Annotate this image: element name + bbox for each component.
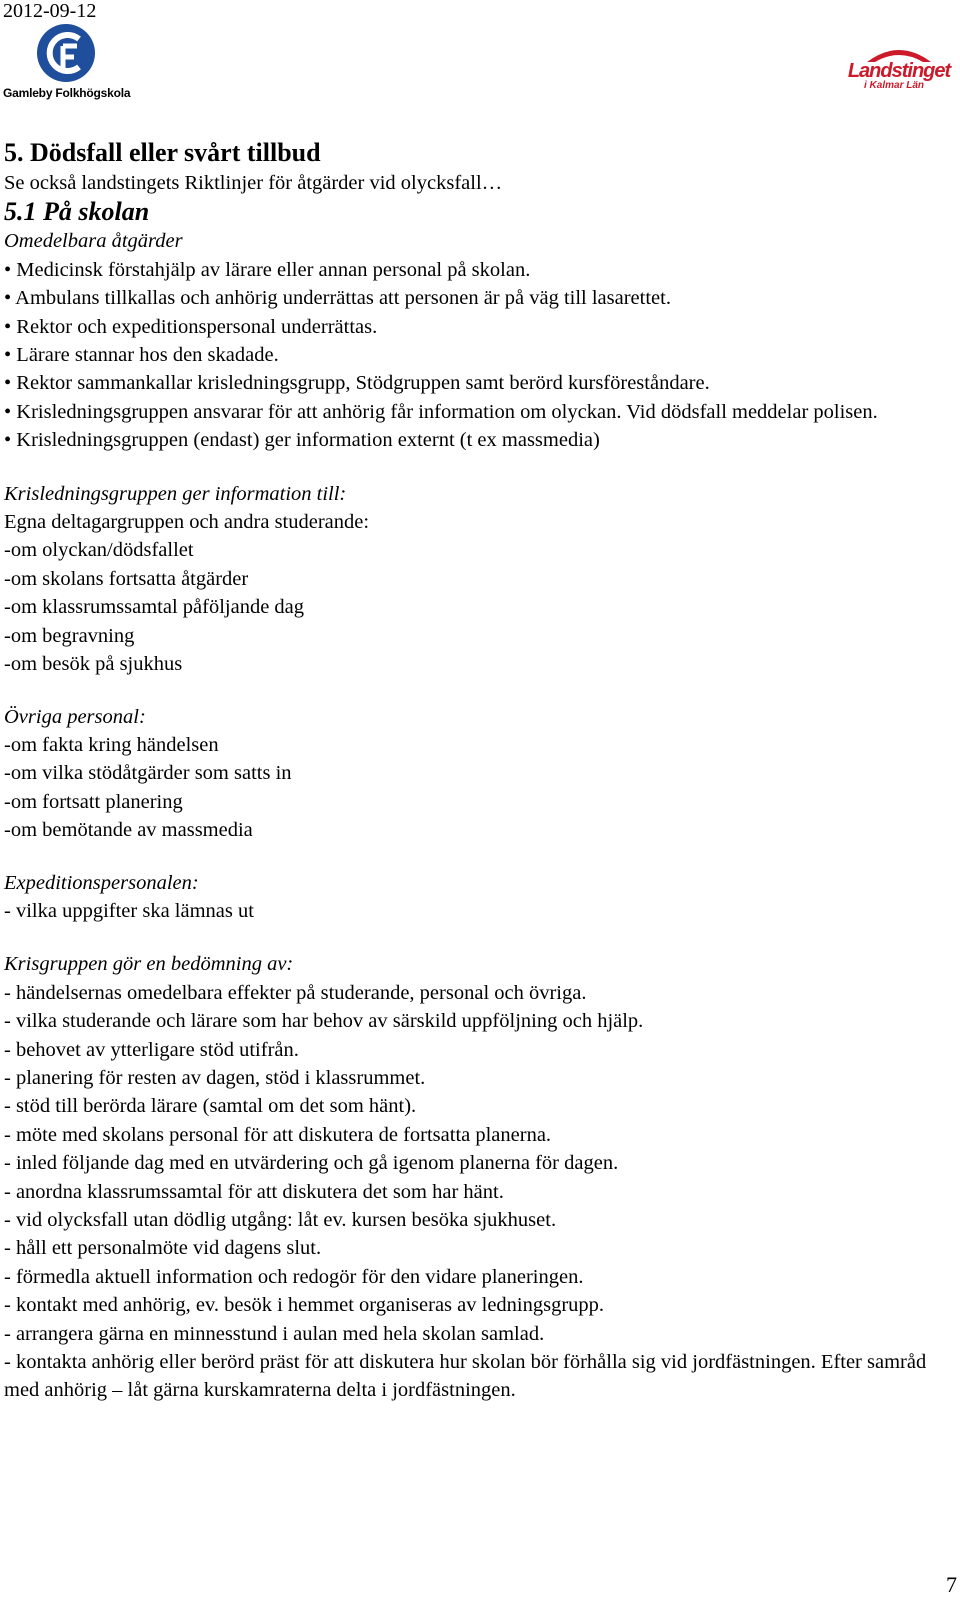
list-item: • Rektor och expeditionspersonal underrättas. — [4, 315, 378, 338]
list-item: - håll ett personalmöte vid dagens slut. — [4, 1237, 322, 1260]
immediate-actions-list — [4, 256, 944, 455]
list-item: - kontakta anhörig eller berörd präst för att diskutera hur skolan bör förhålla sig vid jordfästningen. Efter samråd med anhörig – låt gärna kurskamraterna delta i jordfästningen. — [4, 1351, 927, 1402]
list-item: -om bemötande av massmedia — [4, 819, 253, 842]
staff-title: Övriga personal: — [4, 705, 146, 728]
list-item: - inled följande dag med en utvärdering och gå igenom planerna för dagen. — [4, 1152, 619, 1175]
list-item: -om olyckan/dödsfallet — [4, 539, 194, 562]
info-intro: Egna deltagargruppen och andra studerande: — [4, 511, 370, 534]
list-item: - vilka studerande och lärare som har behov av särskild uppföljning och hjälp. — [4, 1010, 644, 1033]
assessment-list — [4, 979, 944, 1405]
info-list — [4, 536, 944, 678]
see-also-text: Se också landstingets Riktlinjer för åtgärder vid olycksfall… — [4, 172, 503, 194]
landstinget-logo-sub: i Kalmar Län — [864, 80, 925, 91]
staff-list — [4, 731, 944, 845]
list-item: - kontakt med anhörig, ev. besök i hemmet organiseras av ledningsgrupp. — [4, 1294, 605, 1317]
immediate-actions-title: Omedelbara åtgärder — [4, 230, 183, 253]
list-item: -om klassrumssamtal påföljande dag — [4, 596, 305, 619]
list-item: • Ambulans tillkallas och anhörig underrättas att personen är på väg till lasarettet. — [4, 287, 671, 310]
document-date: 2012-09-12 — [3, 0, 97, 22]
list-item: - anordna klassrumssamtal för att diskutera det som har hänt. — [4, 1180, 504, 1203]
page-number: 7 — [946, 1572, 957, 1597]
list-item: - förmedla aktuell information och redogör för den vidare planeringen. — [4, 1265, 584, 1288]
list-item: -om fakta kring händelsen — [4, 733, 219, 756]
gamleby-logo-text: Gamleby Folkhögskola — [3, 86, 131, 100]
list-item: - vid olycksfall utan dödlig utgång: låt ev. kursen besöka sjukhuset. — [4, 1209, 557, 1231]
list-item: - vilka uppgifter ska lämnas ut — [4, 899, 254, 922]
list-item: • Lärare stannar hos den skadade. — [4, 344, 279, 367]
list-item: - händelsernas omedelbara effekter på studerande, personal och övriga. — [4, 981, 587, 1004]
list-item: • Krisledningsgruppen (endast) ger information externt (t ex massmedia) — [4, 429, 600, 452]
office-staff-title: Expeditionspersonalen: — [4, 871, 199, 894]
list-item: -om begravning — [4, 624, 135, 647]
info-recipients-title: Krisledningsgruppen ger information till: — [4, 482, 347, 505]
list-item: • Krisledningsgruppen ansvarar för att anhörig får information om olyckan. Vid dödsfall meddelar polisen. — [4, 400, 878, 423]
gamleby-logo-icon — [33, 22, 99, 84]
list-item: • Rektor sammankallar krisledningsgrupp, Stödgruppen samt berörd kursföreståndare. — [4, 372, 710, 395]
subsection-heading: 5.1 På skolan — [4, 197, 150, 227]
list-item: -om vilka stödåtgärder som satts in — [4, 762, 292, 785]
document-body — [4, 137, 944, 1405]
landstinget-logo — [840, 46, 958, 91]
list-item: -om skolans fortsatta åtgärder — [4, 567, 249, 590]
gamleby-folkhogskola-logo — [3, 22, 143, 100]
list-item: - behovet av ytterligare stöd utifrån. — [4, 1038, 299, 1061]
list-item: • Medicinsk förstahjälp av lärare eller annan personal på skolan. — [4, 258, 531, 281]
list-item: - arrangera gärna en minnesstund i aulan med hela skolan samlad. — [4, 1322, 545, 1345]
landstinget-logo-text: Landstinget — [847, 60, 951, 82]
section-heading: 5. Dödsfall eller svårt tillbud — [4, 138, 321, 167]
list-item: - möte med skolans personal för att diskutera de fortsatta planerna. — [4, 1123, 552, 1146]
list-item: - planering för resten av dagen, stöd i klassrummet. — [4, 1066, 426, 1089]
assessment-title: Krisgruppen gör en bedömning av: — [4, 953, 294, 976]
list-item: -om besök på sjukhus — [4, 653, 183, 676]
list-item: - stöd till berörda lärare (samtal om det som hänt). — [4, 1095, 417, 1118]
list-item: -om fortsatt planering — [4, 790, 183, 813]
